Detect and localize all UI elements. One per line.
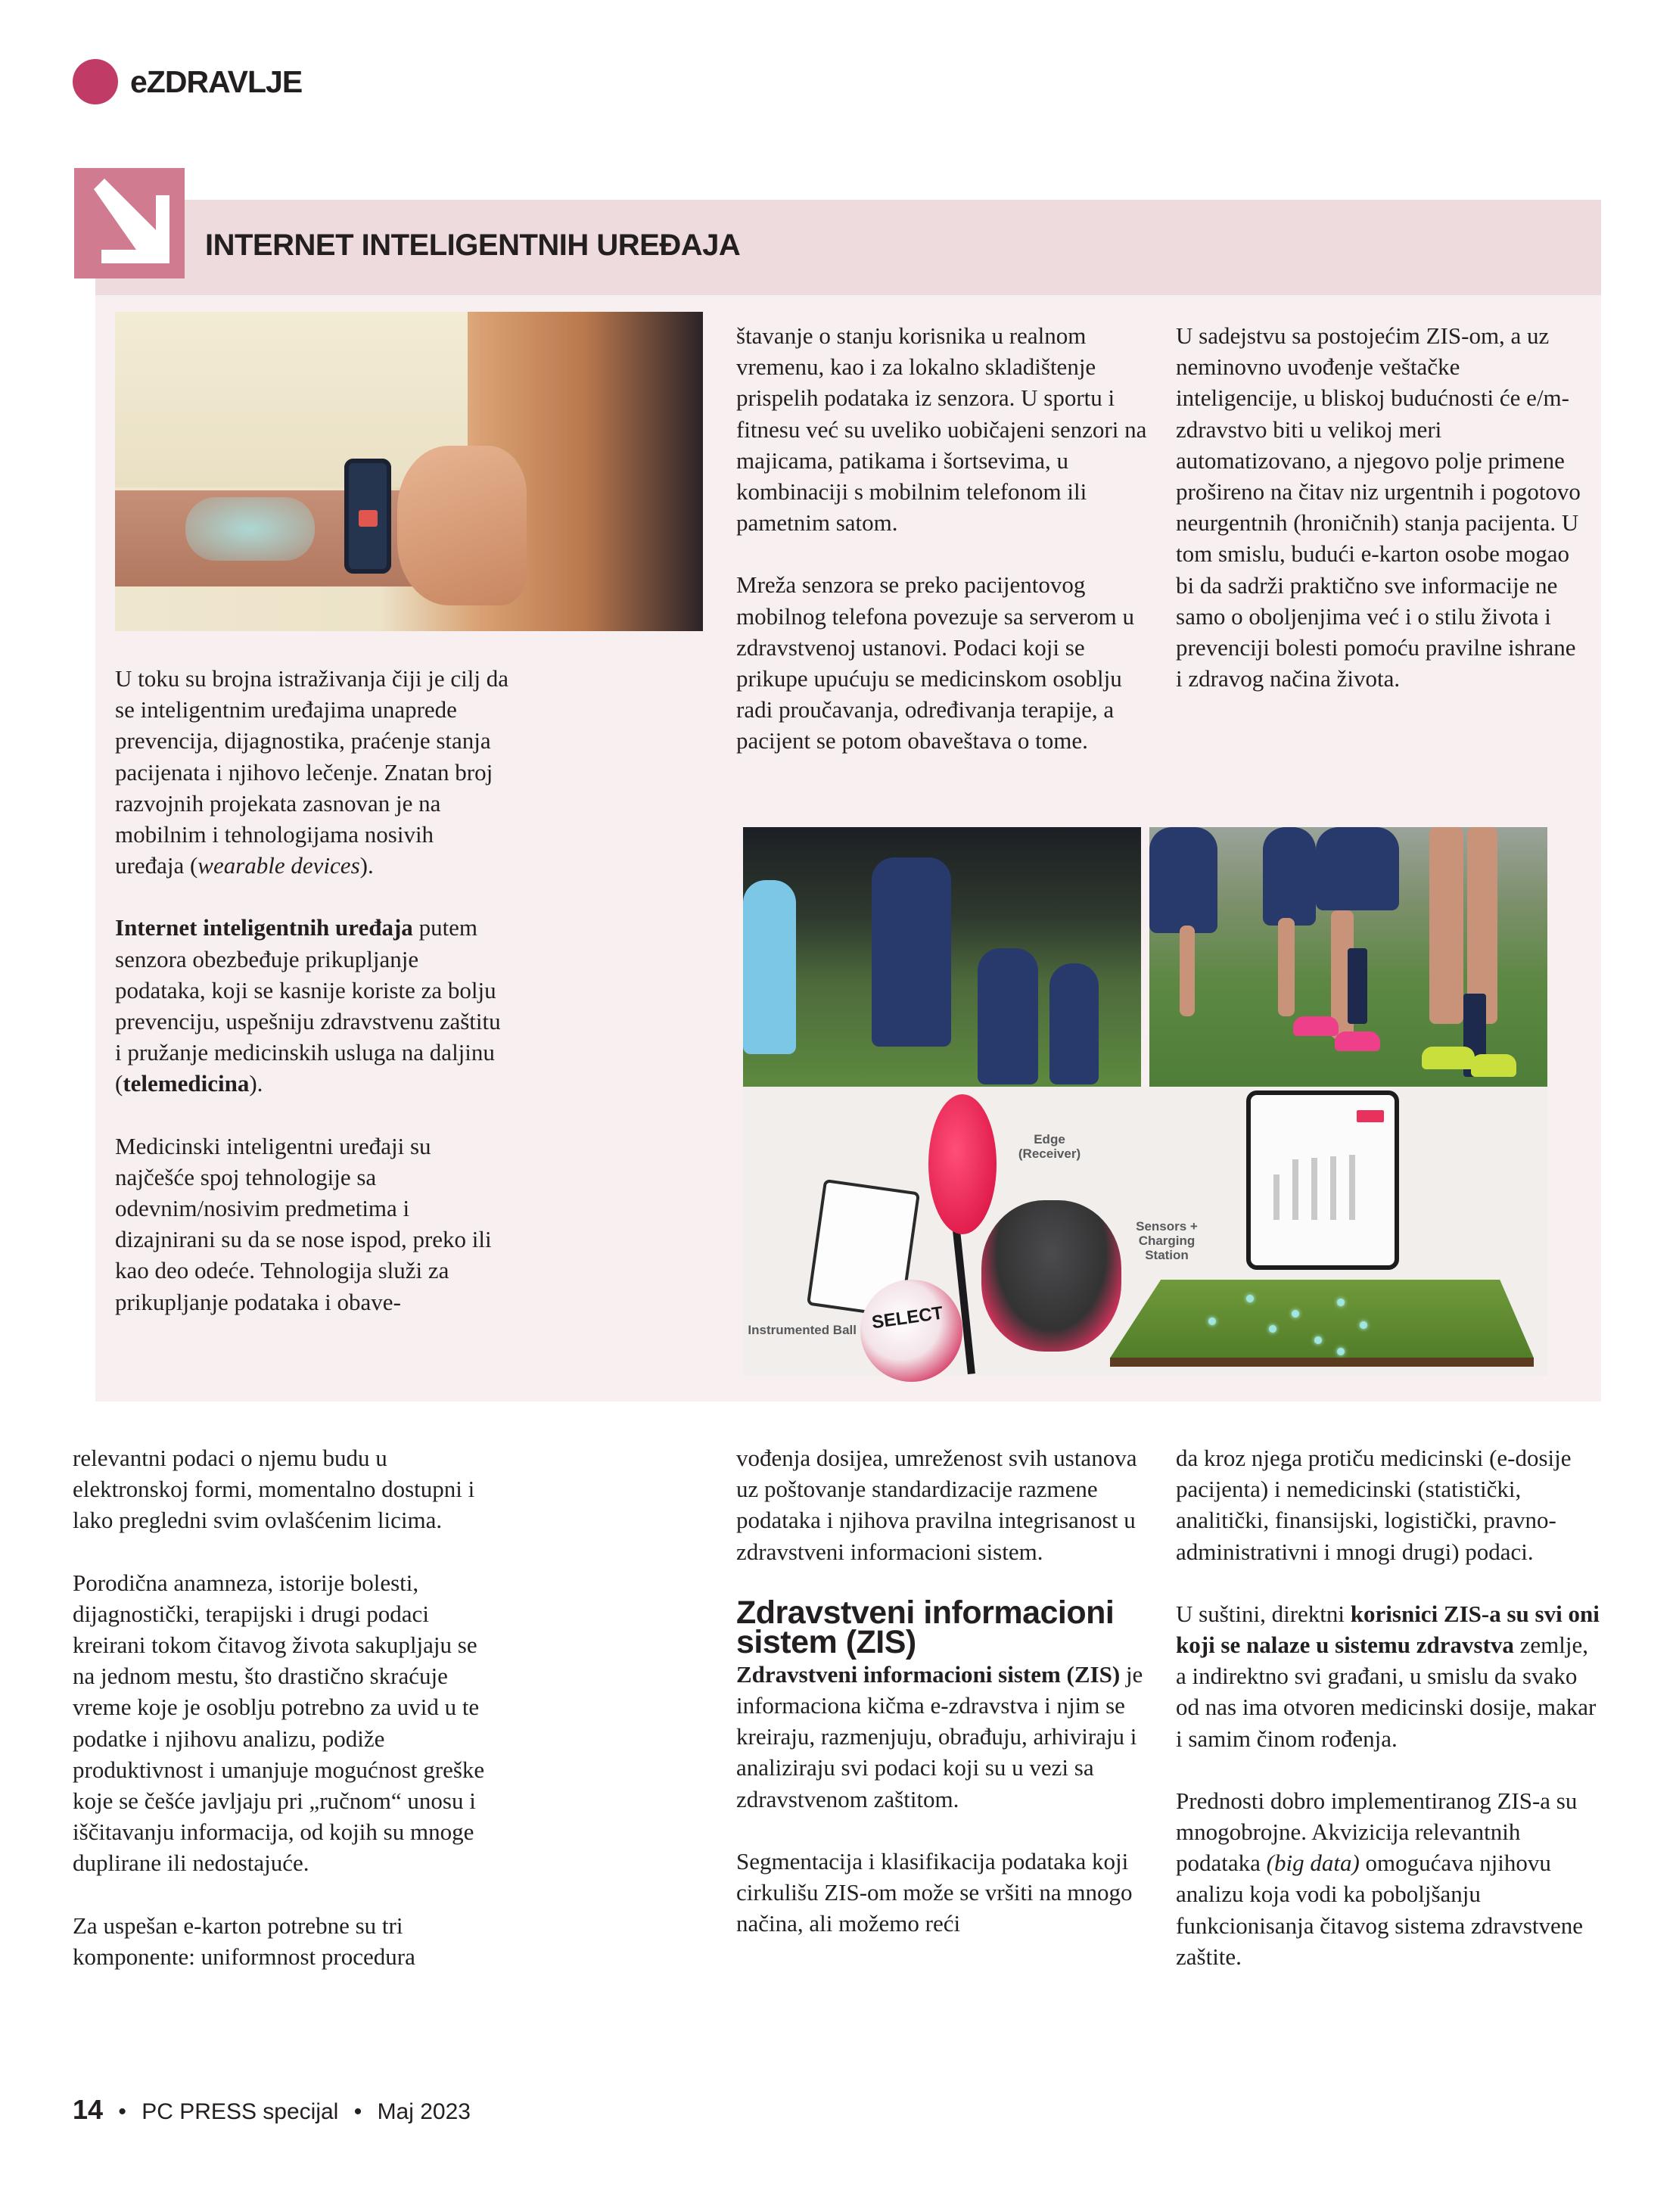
paragraph: Segmentacija i klasifikacija podataka koji cirkulišu ZIS-om može se vršiti na mnogo načina, ali možemo reći xyxy=(736,1847,1133,1937)
separator: • xyxy=(118,2099,126,2124)
edge-receiver-device xyxy=(928,1094,997,1234)
pitch-visualization xyxy=(1110,1280,1534,1367)
article-column-1 xyxy=(73,1442,496,2003)
page-number: 14 xyxy=(73,2094,104,2125)
edge-receiver-label: Edge (Receiver) xyxy=(1018,1132,1081,1161)
paragraph: Za uspešan e-karton potrebne su tri komponente: uniformnost procedura xyxy=(73,1912,415,1970)
sensors-label: Sensors + Charging Station xyxy=(1136,1219,1198,1262)
paragraph: Prednosti dobro implementiranog ZIS-a su mnogobrojne. Akvizicija relevantnih podataka (big data) omogućava njihovu analizu koja vodi ka poboljšanju funkcionisanja čitavog sistema zdravstvene zaštite. xyxy=(1176,1787,1584,1970)
arrow-down-right-icon xyxy=(74,168,185,278)
smartwatch-photo xyxy=(115,312,703,631)
box-column-2 xyxy=(736,320,1160,788)
ball-label: Instrumented Ball xyxy=(748,1323,857,1337)
paragraph: U sadejstvu sa postojećim ZIS-om, a uz neminovno uvođenje veštačke inteligencije, u bliskoj budućnosti će e/m-zdravstvo biti u velikoj meri automatizovano, a njegovo polje primene prošireno na čitav niz urgentnih i pogotovo neurgentnih (hroničnih) stanja pacijenta. U tom smislu, budući e-karton osobe mogao bi da sadrži praktično sve informacije ne samo o oboljenjima već i o stilu života i prevenciji bolesti pomoću pravilne ishrane i zdravog načina života. xyxy=(1176,322,1581,692)
football-training-photo xyxy=(743,827,1141,1087)
article-column-3 xyxy=(1176,1442,1600,2003)
paragraph: U suštini, direktni korisnici ZIS-a su svi oni koji se nalaze u sistemu zdravstva zemlje, a indirektno svi građani, u smislu da svako od nas ima otvoren medicinski dosije, makar i samim činom rođenja. xyxy=(1176,1600,1600,1752)
section-marker-dot xyxy=(73,59,118,104)
sensor-system-product-image xyxy=(743,1087,1547,1376)
paragraph: U toku su brojna istraživanja čiji je cilj da se inteligentnim uređajima unaprede prevencija, dijagnostika, praćenje stanja pacijenata i njihovo lečenje. Znatan broj razvojnih projekata zasnovan je na mobilnim i tehnologijama nosivih uređaja (wearable devices). xyxy=(115,665,508,879)
paragraph: Mreža senzora se preko pacijentovog mobilnog telefona povezuje sa serverom u zdravstvenoj ustanovi. Podaci koji se prikupe upućuju se medicinskom osoblju radi proučavanja, određivanja terapije, a pacijent se potom obaveštava o tome. xyxy=(736,571,1134,754)
paragraph: Internet inteligentnih uređaja putem senzora obezbeđuje prikupljanje podataka, koji se kasnije koriste za bolju prevenciju, uspešniju zdravstvenu zaštitu i pružanje medicinskih usluga na daljinu (telemedicina). xyxy=(115,914,501,1097)
article-column-2 xyxy=(736,1442,1160,1970)
page-footer xyxy=(73,2093,471,2129)
issue-date: Maj 2023 xyxy=(377,2099,471,2124)
subheading: Zdravstveni informacioni sistem (ZIS) xyxy=(736,1594,1115,1660)
paragraph: relevantni podaci o njemu budu u elektronskoj formi, momentalno dostupni i lako pregledni svim ovlašćenim licima. xyxy=(73,1445,475,1534)
paragraph: Porodična anamneza, istorije bolesti, dijagnostički, terapijski i drugi podaci kreirani tokom čitavog života sakupljaju se na jednom mestu, što drastično skraćuje vreme koje je osoblju potrebno za uvid u te podatke i njihovu analizu, podiže produktivnost i umanjuje mogućnost greške koje se češće javljaju pri „ručnom“ unosu i iščitavanju informacija, od kojih su mnoge duplirane ili nedostajuće. xyxy=(73,1569,485,1877)
box-column-3 xyxy=(1176,320,1584,725)
publication-name: PC PRESS specijal xyxy=(141,2099,339,2124)
football-legs-photo xyxy=(1149,827,1547,1087)
paragraph: da kroz njega protiču medicinski (e-dosije pacijenta) i nemedicinski (statistički, analitički, finansijski, logistički, pravno-administrativni i mnogi drugi) podaci. xyxy=(1176,1445,1572,1565)
paragraph: Medicinski inteligentni uređaji su najčešće spoj tehnologije sa odevnim/nosivim predmetima i dizajnirani su da se nose ispod, preko ili kao deo odeće. Tehnologija služi za prikupljanje podataka i obave- xyxy=(115,1132,492,1315)
charging-station-device xyxy=(981,1200,1121,1352)
paragraph: vođenja dosijea, umreženost svih ustanova uz poštovanje standardizacije razmene podataka i njihova pravilna integrisanost u zdravstveni informacioni sistem. xyxy=(736,1445,1137,1565)
separator: • xyxy=(353,2099,362,2124)
box-title: INTERNET INTELIGENTNIH UREĐAJA xyxy=(205,229,741,262)
ball-brand-label: SELECT xyxy=(870,1302,945,1333)
section-label: eZDRAVLJE xyxy=(130,64,303,99)
paragraph: Zdravstveni informacioni sistem (ZIS) je informaciona kičma e-zdravstva i njim se kreiraju, razmenjuju, obrađuju, arhiviraju i analiziraju svi podaci koji su u vezi sa zdravstvenom zaštitom. xyxy=(736,1660,1143,1812)
paragraph: štavanje o stanju korisnika u realnom vremenu, kao i za lokalno skladištenje prispelih podataka iz senzora. U sportu i fitnesu već su uveliko uobičajeni senzori na majicama, patikama i šortsevima, u kombinaciji s mobilnim telefonom ili pametnim satom. xyxy=(736,322,1147,537)
box-column-1 xyxy=(115,663,508,1349)
tablet-dashboard-icon xyxy=(1246,1090,1399,1270)
